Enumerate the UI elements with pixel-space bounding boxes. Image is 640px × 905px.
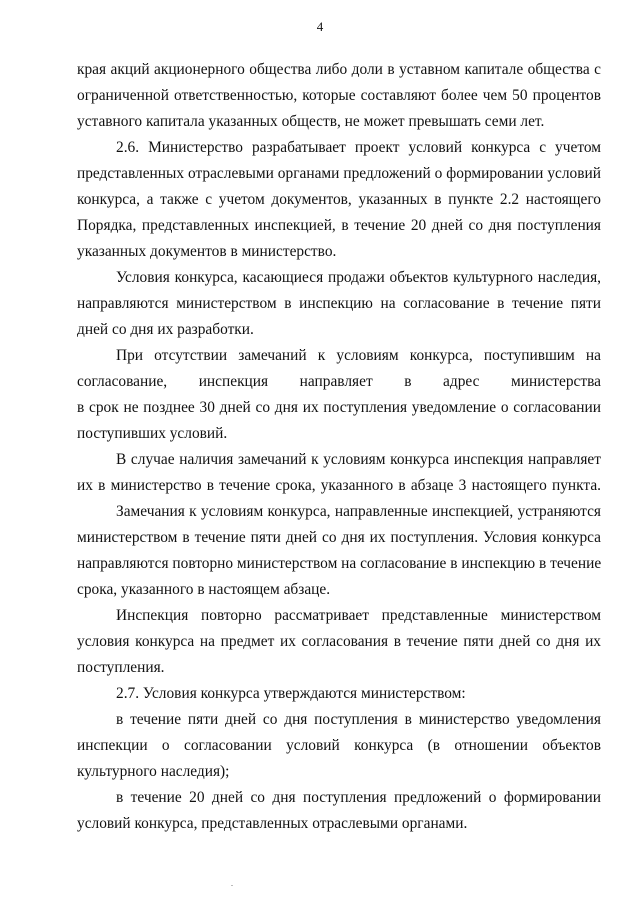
text-line: условия конкурса на предмет их согласования в течение пяти дней со дня их bbox=[77, 633, 601, 650]
text-line: конкурса, а также с учетом документов, указанных в пункте 2.2 настоящего bbox=[77, 191, 601, 208]
text-line: ограниченной ответственностью, которые составляют более чем 50 процентов bbox=[77, 87, 601, 104]
text-line: условий конкурса, представленных отраслевыми органами. bbox=[77, 815, 468, 832]
text-line: Порядка, представленных инспекцией, в течение 20 дней со дня поступления bbox=[77, 217, 601, 234]
text-line: направляются министерством в инспекцию на согласование в течение пяти bbox=[77, 295, 601, 312]
scan-speck bbox=[231, 885, 233, 886]
paragraph-start-line: Инспекция повторно рассматривает представленные министерством bbox=[116, 607, 601, 624]
text-line: представленных отраслевыми органами предложений о формировании условий bbox=[77, 165, 601, 182]
text-line: края акций акционерного общества либо доли в уставном капитале общества с bbox=[77, 61, 601, 78]
text-line: направляются повторно министерством на согласование в инспекцию в течение bbox=[77, 555, 601, 572]
paragraph-start-line: Условия конкурса, касающиеся продажи объектов культурного наследия, bbox=[116, 269, 601, 286]
section-heading-line: 2.7. Условия конкурса утверждаются министерством: bbox=[116, 685, 466, 702]
document-body bbox=[77, 57, 601, 837]
text-line: согласование, инспекция направляет в адрес министерства bbox=[77, 373, 601, 390]
text-line: в срок не позднее 30 дней со дня их поступления уведомление о согласовании bbox=[77, 399, 601, 416]
text-line: культурного наследия); bbox=[77, 763, 230, 780]
paragraph-start-line: 2.6. Министерство разрабатывает проект условий конкурса с учетом bbox=[116, 139, 601, 156]
paragraph-start-line: При отсутствии замечаний к условиям конкурса, поступившим на bbox=[116, 347, 601, 364]
text-line: поступивших условий. bbox=[77, 425, 228, 442]
text-line: инспекции о согласовании условий конкурса (в отношении объектов bbox=[77, 737, 601, 754]
text-line: поступления. bbox=[77, 659, 165, 676]
paragraph-start-line: в течение пяти дней со дня поступления в министерство уведомления bbox=[116, 711, 601, 728]
text-line: указанных документов в министерство. bbox=[77, 243, 337, 260]
text-line: дней со дня их разработки. bbox=[77, 321, 254, 338]
paragraph-start-line: Замечания к условиям конкурса, направленные инспекцией, устраняются bbox=[116, 503, 601, 520]
text-line: их в министерство в течение срока, указанного в абзаце 3 настоящего пункта. bbox=[77, 477, 601, 494]
text-line: срока, указанного в настоящем абзаце. bbox=[77, 581, 331, 598]
page-number: 4 bbox=[316, 19, 324, 34]
text-line: уставного капитала указанных обществ, не может превышать семи лет. bbox=[77, 113, 545, 130]
text-line: министерством в течение пяти дней со дня их поступления. Условия конкурса bbox=[77, 529, 601, 546]
paragraph-start-line: в течение 20 дней со дня поступления предложений о формировании bbox=[116, 789, 601, 806]
paragraph-start-line: В случае наличия замечаний к условиям конкурса инспекция направляет bbox=[116, 451, 601, 468]
